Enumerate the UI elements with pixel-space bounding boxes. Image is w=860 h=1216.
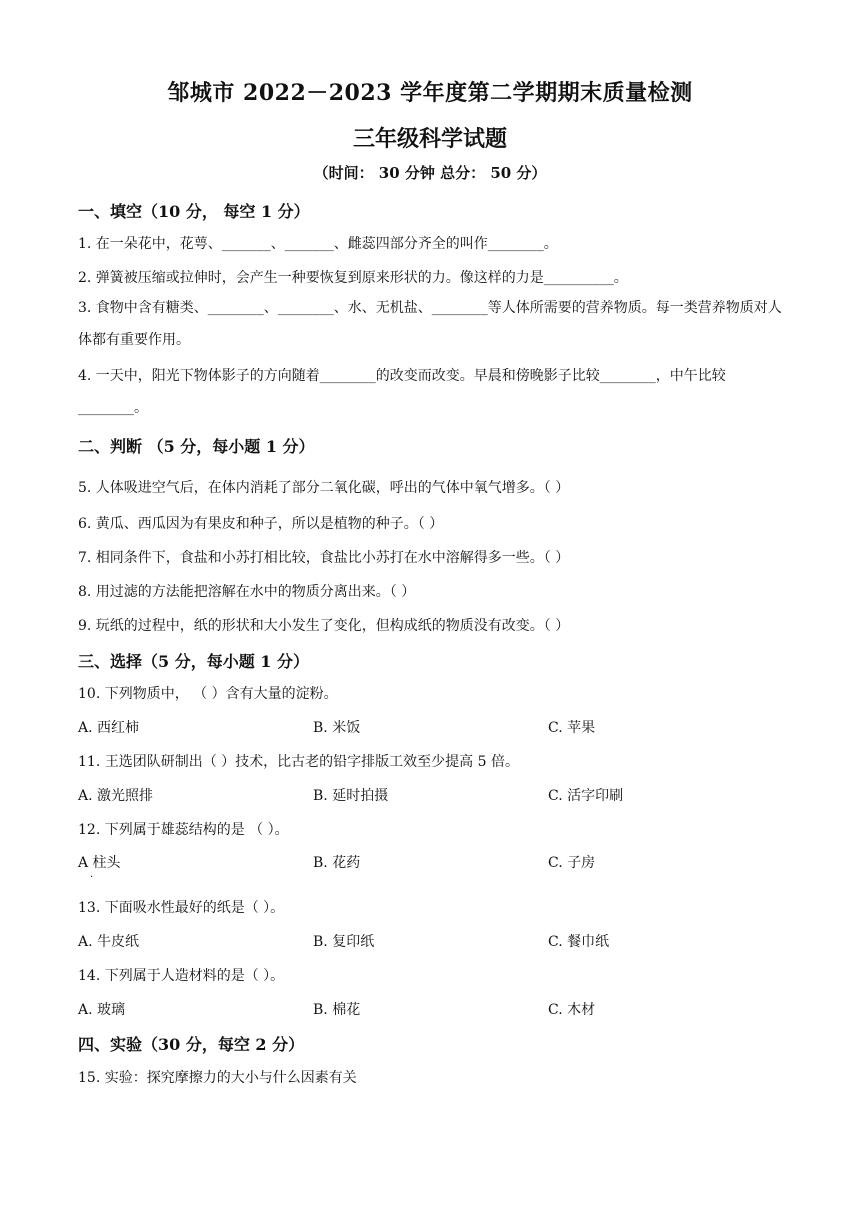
question-11-option-b: B. 延时拍摄 [313, 788, 389, 804]
question-14-option-a: A. 玻璃 [78, 1002, 126, 1018]
question-10-stem: 10. 下列物质中， （ ）含有大量的淀粉。 [78, 686, 338, 702]
section-judge-heading: 二、判断 （5 分，每小题 1 分） [78, 437, 315, 456]
question-4: 4. 一天中，阳光下物体影子的方向随着________的改变而改变。早晨和傍晚影子比较________，中午比较________。 [78, 368, 726, 416]
question-8: 8. 用过滤的方法能把溶解在水中的物质分离出来。（ ） [78, 584, 416, 600]
question-3: 3. 食物中含有糖类、________、________、水、无机盐、________等人体所需要的营养物质。每一类营养物质对人体都有重要作用。 [78, 300, 782, 348]
question-13-option-c: C. 餐巾纸 [548, 934, 610, 950]
question-13-stem: 13. 下面吸水性最好的纸是（ ）。 [78, 900, 285, 916]
question-14-option-c: C. 木材 [548, 1002, 596, 1018]
question-7: 7. 相同条件下，食盐和小苏打相比较，食盐比小苏打在水中溶解得多一些。（ ） [78, 550, 570, 566]
question-12-option-b: B. 花药 [313, 855, 361, 871]
question-12-stem: 12. 下列属于雄蕊结构的是 （ ）。 [78, 822, 289, 838]
question-10-option-b: B. 米饭 [313, 720, 361, 736]
question-12-option-c: C. 子房 [548, 855, 596, 871]
question-5: 5. 人体吸进空气后，在体内消耗了部分二氧化碳，呼出的气体中氧气增多。（ ） [78, 480, 570, 496]
question-9: 9. 玩纸的过程中，纸的形状和大小发生了变化，但构成纸的物质没有改变。（ ） [78, 618, 570, 634]
question-2: 2. 弹簧被压缩或拉伸时，会产生一种要恢复到原来形状的力。像这样的力是__________。 [78, 270, 628, 286]
question-6: 6. 黄瓜、西瓜因为有果皮和种子，所以是植物的种子。（ ） [78, 516, 444, 532]
section-experiment-heading: 四、实验（30 分，每空 2 分） [78, 1035, 305, 1054]
question-15: 15. 实验：探究摩擦力的大小与什么因素有关 [78, 1070, 357, 1086]
question-11-option-c: C. 活字印刷 [548, 788, 624, 804]
stray-dot-mark: · [90, 872, 94, 883]
exam-meta: （时间： 30 分钟 总分： 50 分） [313, 164, 547, 182]
question-13-option-a: A. 牛皮纸 [78, 934, 140, 950]
exam-title: 邹城市 2022－2023 学年度第二学期期末质量检测 [167, 80, 693, 106]
question-11-stem: 11. 王选团队研制出（ ）技术，比古老的铅字排版工效至少提高 5 倍。 [78, 754, 519, 770]
question-10-option-c: C. 苹果 [548, 720, 596, 736]
section-fill-heading: 一、填空（10 分， 每空 1 分） [78, 202, 310, 221]
question-1: 1. 在一朵花中，花萼、_______、_______、雌蕊四部分齐全的叫作________。 [78, 236, 558, 252]
question-14-option-b: B. 棉花 [313, 1002, 361, 1018]
question-13-option-b: B. 复印纸 [313, 934, 375, 950]
question-14-stem: 14. 下列属于人造材料的是（ ）。 [78, 968, 285, 984]
question-10-option-a: A. 西红柿 [78, 720, 140, 736]
exam-subtitle: 三年级科学试题 [352, 126, 507, 152]
question-11-option-a: A. 激光照排 [78, 788, 154, 804]
section-choice-heading: 三、选择（5 分，每小题 1 分） [78, 652, 309, 671]
question-12-option-a: A 柱头 [78, 855, 121, 871]
